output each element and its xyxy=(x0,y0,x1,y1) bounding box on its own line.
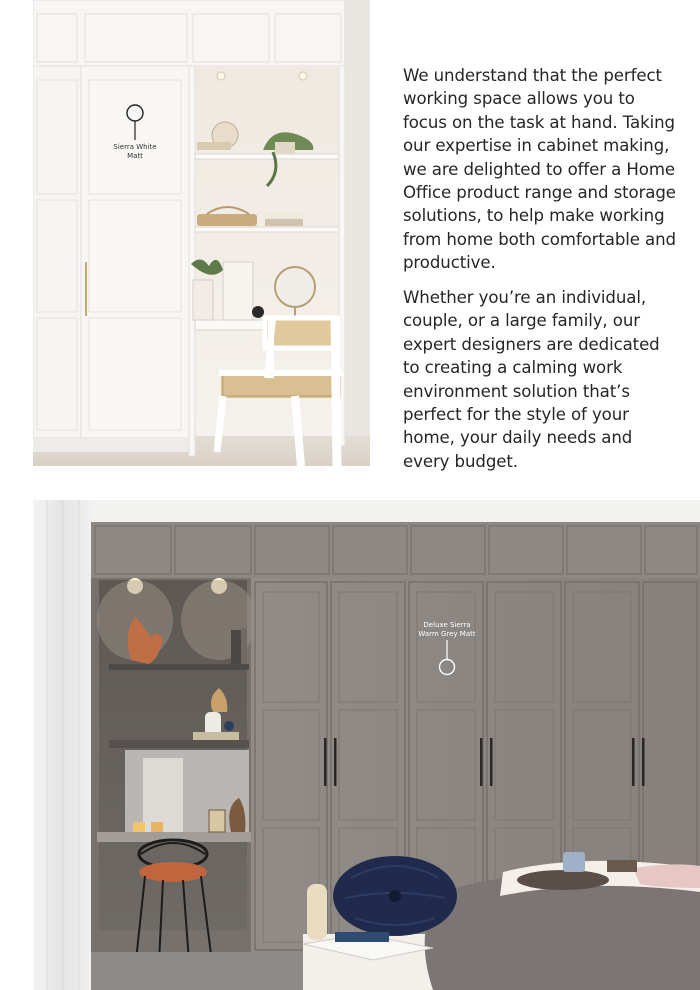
callout-line-1: Sierra White xyxy=(113,143,157,151)
sierra-white-callout xyxy=(95,143,175,160)
brass-handle xyxy=(85,262,87,316)
wardrobe-grey-photo xyxy=(33,500,700,990)
grey-wardrobe-illustration xyxy=(33,500,700,990)
deluxe-sierra-callout xyxy=(402,621,492,638)
callout-line-1: Deluxe Sierra xyxy=(423,621,471,629)
callout-line-2: Matt xyxy=(127,151,143,160)
white-cabinetry-illustration xyxy=(33,0,370,466)
navy-cushion xyxy=(333,856,457,936)
callout-line-2: Warm Grey Matt xyxy=(418,629,476,638)
intro-paragraph-2: Whether you’re an individual, couple, or a large family, our expert designers are dedicated to creating a calming work environment solution that’s perfect for the style of your home, your daily needs and every budget. xyxy=(403,288,660,471)
curtain xyxy=(33,500,91,990)
home-office-white-photo xyxy=(33,0,370,466)
intro-paragraph-1: We understand that the perfect working space allows you to focus on the task at hand. Taking our expertise in cabinet making, we are delighted to offer a Home Office product range and storage solutions, to help make working from home both comfortable and productive. xyxy=(403,66,676,273)
